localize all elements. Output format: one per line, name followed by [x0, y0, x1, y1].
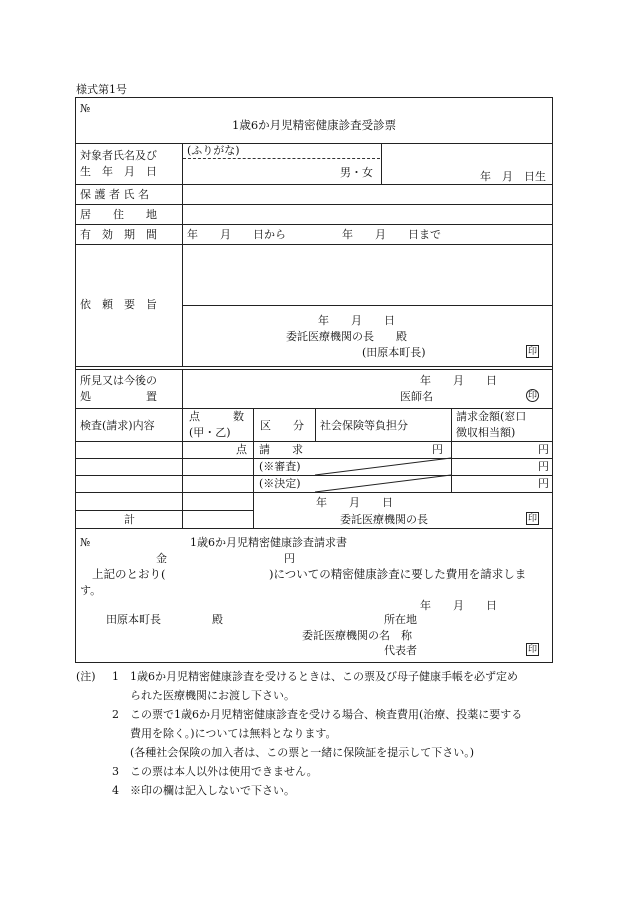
rule: [75, 408, 553, 409]
claim-header-2: 徴収相当額): [456, 426, 516, 439]
invoice-body-2: す。: [80, 584, 102, 597]
findings-date: 年 月 日: [420, 374, 497, 387]
exam-header: 検査(請求)内容: [80, 419, 155, 432]
representative-label: 代表者: [384, 644, 417, 657]
note-text: ※印の欄は記入しないで下さい。: [130, 784, 295, 797]
voucher-title: 1歳6か月児精密健康診査受診票: [232, 118, 397, 132]
seal-circle: 印: [527, 391, 537, 401]
location-label: 所在地: [384, 613, 417, 626]
findings-label-1: 所見又は今後の: [80, 374, 157, 387]
note-number: 2: [112, 708, 119, 721]
rule: [75, 184, 553, 185]
col-rule: [381, 143, 382, 184]
insurance-yen: 円: [432, 443, 443, 456]
col-rule: [182, 369, 183, 528]
furigana-rule: [183, 158, 380, 159]
col-rule: [182, 143, 183, 366]
note-number: 1: [112, 670, 119, 683]
note-text: 1歳6か月児精密健康診査を受けるときは、この票及び母子健康手帳を必ず定め: [130, 670, 518, 683]
rule: [75, 204, 553, 205]
review-yen: 円: [538, 460, 549, 473]
address-label: 居 住 地: [80, 208, 157, 221]
note-text: 費用を除く。)については無料となります。: [130, 727, 337, 740]
request-date: 年 月 日: [318, 314, 395, 327]
rule: [75, 143, 553, 144]
rule: [75, 510, 253, 511]
note-number: 3: [112, 765, 119, 778]
decision-yen: 円: [538, 477, 549, 490]
validity-from[interactable]: 年 月 日から: [187, 228, 286, 241]
footer-org: 委託医療機関の長: [340, 513, 428, 526]
col-rule: [451, 408, 452, 492]
points-header-1: 点 数: [189, 410, 244, 423]
request-to: 委託医療機関の長 殿: [286, 330, 407, 343]
rule: [75, 492, 553, 493]
form-number: 様式第1号: [76, 83, 127, 96]
claim-row-label: 請 求: [259, 443, 303, 456]
birth-date-field[interactable]: 年 月 日生: [480, 170, 546, 183]
note-text: この票は本人以外は使用できません。: [130, 765, 318, 778]
seal-stamp: 印: [527, 645, 537, 655]
rule: [75, 369, 553, 370]
claim-yen: 円: [538, 443, 549, 456]
rule: [75, 475, 553, 476]
note-text: (各種社会保険の加入者は、この票と一緒に保険証を提示して下さい。): [130, 746, 475, 759]
decision-row-label: (※決定): [259, 477, 301, 490]
seal-stamp: 印: [527, 347, 537, 357]
voucher-no-label: №: [80, 102, 91, 115]
insurance-header: 社会保険等負担分: [320, 419, 408, 432]
invoice-honorific: 殿: [212, 613, 223, 626]
rule: [183, 305, 553, 306]
findings-label-2: 処 置: [80, 390, 157, 403]
amount-unit: 円: [284, 552, 295, 565]
validity-label: 有 効 期 間: [80, 228, 157, 241]
invoice-no-label: №: [80, 536, 91, 549]
invoice-date: 年 月 日: [420, 599, 497, 612]
doctor-name-label: 医師名: [400, 390, 433, 403]
notes-heading: (注): [76, 670, 96, 683]
subject-label-2: 生 年 月 日: [80, 165, 157, 178]
validity-to[interactable]: 年 月 日まで: [342, 228, 441, 241]
invoice-addressee: 田原本町長: [106, 613, 161, 626]
rule: [75, 224, 553, 225]
points-unit: 点: [236, 443, 247, 456]
total-label: 計: [124, 513, 135, 526]
footer-date: 年 月 日: [316, 496, 393, 509]
seal-stamp: 印: [527, 514, 537, 524]
subject-label-1: 対象者氏名及び: [80, 149, 157, 162]
points-header-2: (甲・乙): [189, 426, 231, 439]
review-row-label: (※審査): [259, 460, 301, 473]
rule: [75, 244, 553, 245]
col-rule: [315, 408, 316, 441]
guardian-label: 保 護 者 氏 名: [80, 188, 149, 201]
col-rule: [253, 408, 254, 492]
request-label: 依 頼 要 旨: [80, 298, 157, 311]
note-text: この票で1歳6か月児精密健康診査を受ける場合、検査費用(治療、投薬に要する: [130, 708, 523, 721]
rule: [75, 528, 553, 529]
org-name-label: 委託医療機関の名 称: [302, 629, 412, 642]
sex-field[interactable]: 男・女: [340, 166, 373, 179]
invoice-body-1: 上記のとおり( )についての精密健康診査に要した費用を請求しま: [92, 567, 527, 581]
furigana-label: (ふりがな): [187, 144, 240, 157]
request-from: (田原本町長): [362, 346, 426, 359]
note-text: られた医療機関にお渡し下さい。: [130, 689, 295, 702]
amount-label: 金: [156, 552, 167, 565]
rule: [75, 366, 553, 367]
rule: [75, 458, 553, 459]
division-header: 区 分: [260, 419, 304, 432]
claim-header-1: 請求金額(窓口: [456, 410, 527, 423]
rule: [75, 441, 553, 442]
col-rule: [253, 492, 254, 528]
invoice-title: 1歳6か月児精密健康診査請求書: [190, 536, 347, 549]
note-number: 4: [112, 784, 119, 797]
